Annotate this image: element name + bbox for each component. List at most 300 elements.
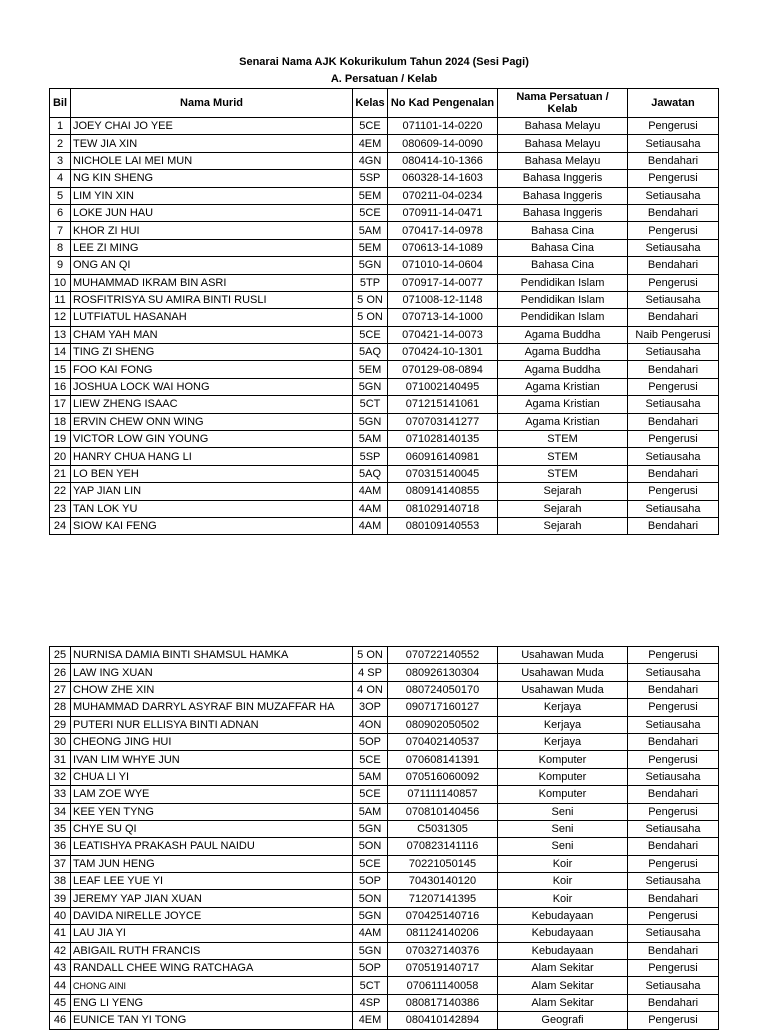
bil-cell: 8 xyxy=(50,239,71,256)
persatuan-cell: Usahawan Muda xyxy=(498,664,628,681)
nama-murid-cell: ROSFITRISYA SU AMIRA BINTI RUSLI xyxy=(71,291,353,308)
table-row xyxy=(50,751,719,768)
persatuan-cell: Seni xyxy=(498,820,628,837)
table-row xyxy=(50,977,719,994)
kelas-cell: 3OP xyxy=(353,699,388,716)
kelas-cell: 5CE xyxy=(353,786,388,803)
no-kad-cell: 080914140855 xyxy=(388,483,498,500)
kelas-cell: 5AM xyxy=(353,431,388,448)
jawatan-cell: Pengerusi xyxy=(628,855,719,872)
jawatan-cell: Pengerusi xyxy=(628,960,719,977)
kelas-cell: 4EM xyxy=(353,1012,388,1029)
bil-cell: 25 xyxy=(50,647,71,664)
nama-murid-cell: KHOR ZI HUI xyxy=(71,222,353,239)
kelas-cell: 5EM xyxy=(353,361,388,378)
bil-cell: 7 xyxy=(50,222,71,239)
table-row xyxy=(50,500,719,517)
persatuan-cell: Koir xyxy=(498,855,628,872)
persatuan-cell: Bahasa Melayu xyxy=(498,152,628,169)
nama-murid-cell: CHEONG JING HUI xyxy=(71,733,353,750)
jawatan-cell: Setiausaha xyxy=(628,768,719,785)
jawatan-cell: Pengerusi xyxy=(628,907,719,924)
nama-murid-cell: LIEW ZHENG ISAAC xyxy=(71,396,353,413)
no-kad-cell: 70221050145 xyxy=(388,855,498,872)
persatuan-cell: Kerjaya xyxy=(498,716,628,733)
nama-murid-cell: HANRY CHUA HANG LI xyxy=(71,448,353,465)
bil-cell: 10 xyxy=(50,274,71,291)
persatuan-cell: Bahasa Inggeris xyxy=(498,170,628,187)
persatuan-cell: Komputer xyxy=(498,751,628,768)
no-kad-cell: 070810140456 xyxy=(388,803,498,820)
no-kad-cell: 070129-08-0894 xyxy=(388,361,498,378)
bil-cell: 19 xyxy=(50,431,71,448)
no-kad-cell: 071215141061 xyxy=(388,396,498,413)
jawatan-cell: Naib Pengerusi xyxy=(628,326,719,343)
kelas-cell: 5 ON xyxy=(353,291,388,308)
bil-cell: 16 xyxy=(50,378,71,395)
table-row xyxy=(50,820,719,837)
no-kad-cell: 090717160127 xyxy=(388,699,498,716)
nama-murid-cell: CHAM YAH MAN xyxy=(71,326,353,343)
no-kad-cell: 070519140717 xyxy=(388,960,498,977)
table-row xyxy=(50,291,719,308)
nama-murid-cell: NG KIN SHENG xyxy=(71,170,353,187)
table-row xyxy=(50,152,719,169)
kelas-cell: 4AM xyxy=(353,925,388,942)
table-row xyxy=(50,907,719,924)
persatuan-cell: Geografi xyxy=(498,1012,628,1029)
persatuan-cell: STEM xyxy=(498,448,628,465)
persatuan-cell: Kebudayaan xyxy=(498,907,628,924)
table-row xyxy=(50,257,719,274)
jawatan-cell: Pengerusi xyxy=(628,1012,719,1029)
jawatan-cell: Pengerusi xyxy=(628,803,719,820)
jawatan-cell: Setiausaha xyxy=(628,448,719,465)
persatuan-cell: Bahasa Cina xyxy=(498,222,628,239)
document-title: Senarai Nama AJK Kokurikulum Tahun 2024 (Sesi Pagi) xyxy=(239,56,529,68)
jawatan-cell: Bendahari xyxy=(628,204,719,221)
jawatan-cell: Setiausaha xyxy=(628,820,719,837)
table-header-row xyxy=(50,89,719,118)
no-kad-cell: 070424-10-1301 xyxy=(388,344,498,361)
kelas-cell: 5OP xyxy=(353,873,388,890)
kelas-cell: 5AQ xyxy=(353,465,388,482)
nama-murid-cell: LEAF LEE YUE YI xyxy=(71,873,353,890)
jawatan-cell: Bendahari xyxy=(628,152,719,169)
table-row xyxy=(50,118,719,135)
table-row xyxy=(50,431,719,448)
bil-cell: 23 xyxy=(50,500,71,517)
jawatan-cell: Bendahari xyxy=(628,733,719,750)
table-row xyxy=(50,699,719,716)
jawatan-cell: Bendahari xyxy=(628,838,719,855)
no-kad-cell: 071002140495 xyxy=(388,378,498,395)
no-kad-cell: 071028140135 xyxy=(388,431,498,448)
bil-cell: 4 xyxy=(50,170,71,187)
kelas-cell: 5GN xyxy=(353,907,388,924)
bil-cell: 27 xyxy=(50,681,71,698)
persatuan-cell: Agama Buddha xyxy=(498,361,628,378)
kelas-cell: 5CE xyxy=(353,326,388,343)
jawatan-cell: Setiausaha xyxy=(628,344,719,361)
bil-cell: 42 xyxy=(50,942,71,959)
jawatan-cell: Setiausaha xyxy=(628,187,719,204)
no-kad-cell: 070402140537 xyxy=(388,733,498,750)
jawatan-cell: Bendahari xyxy=(628,681,719,698)
no-kad-cell: 70430140120 xyxy=(388,873,498,890)
bil-cell: 6 xyxy=(50,204,71,221)
table-row xyxy=(50,1012,719,1029)
bil-cell: 30 xyxy=(50,733,71,750)
header-nama-murid: Nama Murid xyxy=(71,89,353,118)
table-row xyxy=(50,413,719,430)
nama-murid-cell: LUTFIATUL HASANAH xyxy=(71,309,353,326)
kelas-cell: 5SP xyxy=(353,448,388,465)
persatuan-cell: Pendidikan Islam xyxy=(498,274,628,291)
no-kad-cell: 070421-14-0073 xyxy=(388,326,498,343)
persatuan-cell: Komputer xyxy=(498,768,628,785)
kelas-cell: 5AM xyxy=(353,222,388,239)
jawatan-cell: Bendahari xyxy=(628,257,719,274)
bil-cell: 24 xyxy=(50,517,71,534)
jawatan-cell: Pengerusi xyxy=(628,751,719,768)
jawatan-cell: Setiausaha xyxy=(628,925,719,942)
nama-murid-cell: RANDALL CHEE WING RATCHAGA xyxy=(71,960,353,977)
jawatan-cell: Setiausaha xyxy=(628,873,719,890)
jawatan-cell: Setiausaha xyxy=(628,396,719,413)
no-kad-cell: 070823141116 xyxy=(388,838,498,855)
jawatan-cell: Pengerusi xyxy=(628,170,719,187)
table-row xyxy=(50,838,719,855)
no-kad-cell: 081124140206 xyxy=(388,925,498,942)
persatuan-cell: Seni xyxy=(498,803,628,820)
bil-cell: 29 xyxy=(50,716,71,733)
nama-murid-cell: CHUA LI YI xyxy=(71,768,353,785)
no-kad-cell: 070713-14-1000 xyxy=(388,309,498,326)
table-row xyxy=(50,647,719,664)
kelas-cell: 5CT xyxy=(353,396,388,413)
no-kad-cell: 070917-14-0077 xyxy=(388,274,498,291)
persatuan-cell: Usahawan Muda xyxy=(498,681,628,698)
header-kelas: Kelas xyxy=(353,89,388,118)
no-kad-cell: 070211-04-0234 xyxy=(388,187,498,204)
kelas-cell: 5AQ xyxy=(353,344,388,361)
persatuan-cell: Bahasa Melayu xyxy=(498,118,628,135)
persatuan-cell: Alam Sekitar xyxy=(498,977,628,994)
persatuan-cell: Kebudayaan xyxy=(498,925,628,942)
table-row xyxy=(50,170,719,187)
kelas-cell: 4AM xyxy=(353,517,388,534)
jawatan-cell: Setiausaha xyxy=(628,977,719,994)
nama-murid-cell: PUTERI NUR ELLISYA BINTI ADNAN xyxy=(71,716,353,733)
jawatan-cell: Bendahari xyxy=(628,517,719,534)
table-row xyxy=(50,994,719,1011)
kelas-cell: 5CE xyxy=(353,118,388,135)
bil-cell: 21 xyxy=(50,465,71,482)
nama-murid-cell: LAW ING XUAN xyxy=(71,664,353,681)
kelas-cell: 5GN xyxy=(353,942,388,959)
nama-murid-cell: LEATISHYA PRAKASH PAUL NAIDU xyxy=(71,838,353,855)
jawatan-cell: Pengerusi xyxy=(628,647,719,664)
table-row xyxy=(50,483,719,500)
no-kad-cell: 070417-14-0978 xyxy=(388,222,498,239)
jawatan-cell: Bendahari xyxy=(628,309,719,326)
jawatan-cell: Pengerusi xyxy=(628,222,719,239)
nama-murid-cell: NURNISA DAMIA BINTI SHAMSUL HAMKA xyxy=(71,647,353,664)
no-kad-cell: 071008-12-1148 xyxy=(388,291,498,308)
table-row xyxy=(50,274,719,291)
header-jawatan: Jawatan xyxy=(628,89,719,118)
jawatan-cell: Pengerusi xyxy=(628,378,719,395)
jawatan-cell: Setiausaha xyxy=(628,664,719,681)
nama-murid-cell: YAP JIAN LIN xyxy=(71,483,353,500)
table-row xyxy=(50,733,719,750)
bil-cell: 5 xyxy=(50,187,71,204)
kelas-cell: 5CE xyxy=(353,855,388,872)
no-kad-cell: 081029140718 xyxy=(388,500,498,517)
table-row xyxy=(50,239,719,256)
persatuan-cell: Pendidikan Islam xyxy=(498,309,628,326)
jawatan-cell: Bendahari xyxy=(628,942,719,959)
header-persatuan: Nama Persatuan / Kelab xyxy=(498,89,628,118)
no-kad-cell: 080902050502 xyxy=(388,716,498,733)
nama-murid-cell: LAU JIA YI xyxy=(71,925,353,942)
nama-murid-cell: MUHAMMAD IKRAM BIN ASRI xyxy=(71,274,353,291)
no-kad-cell: 070613-14-1089 xyxy=(388,239,498,256)
persatuan-cell: Bahasa Inggeris xyxy=(498,187,628,204)
bil-cell: 2 xyxy=(50,135,71,152)
nama-murid-cell: ONG AN QI xyxy=(71,257,353,274)
bil-cell: 37 xyxy=(50,855,71,872)
table-row xyxy=(50,873,719,890)
persatuan-cell: Bahasa Inggeris xyxy=(498,204,628,221)
kelas-cell: 4SP xyxy=(353,994,388,1011)
nama-murid-cell: KEE YEN TYNG xyxy=(71,803,353,820)
jawatan-cell: Pengerusi xyxy=(628,431,719,448)
bil-cell: 46 xyxy=(50,1012,71,1029)
header-bil: Bil xyxy=(50,89,71,118)
persatuan-cell: Kerjaya xyxy=(498,733,628,750)
table-row xyxy=(50,222,719,239)
no-kad-cell: 070516060092 xyxy=(388,768,498,785)
no-kad-cell: 080724050170 xyxy=(388,681,498,698)
persatuan-cell: Agama Kristian xyxy=(498,413,628,430)
kelas-cell: 4EM xyxy=(353,135,388,152)
no-kad-cell: 070703141277 xyxy=(388,413,498,430)
bil-cell: 22 xyxy=(50,483,71,500)
no-kad-cell: 070722140552 xyxy=(388,647,498,664)
no-kad-cell: 080817140386 xyxy=(388,994,498,1011)
kelas-cell: 5GN xyxy=(353,413,388,430)
persatuan-cell: STEM xyxy=(498,465,628,482)
jawatan-cell: Pengerusi xyxy=(628,118,719,135)
bil-cell: 31 xyxy=(50,751,71,768)
table-row xyxy=(50,378,719,395)
no-kad-cell: 080926130304 xyxy=(388,664,498,681)
bil-cell: 44 xyxy=(50,977,71,994)
bil-cell: 9 xyxy=(50,257,71,274)
nama-murid-cell: CHYE SU QI xyxy=(71,820,353,837)
nama-murid-cell: LEE ZI MING xyxy=(71,239,353,256)
persatuan-cell: Seni xyxy=(498,838,628,855)
jawatan-cell: Bendahari xyxy=(628,465,719,482)
bil-cell: 33 xyxy=(50,786,71,803)
kelas-cell: 5 ON xyxy=(353,647,388,664)
nama-murid-cell: EUNICE TAN YI TONG xyxy=(71,1012,353,1029)
bil-cell: 36 xyxy=(50,838,71,855)
nama-murid-cell: SIOW KAI FENG xyxy=(71,517,353,534)
kelas-cell: 4 ON xyxy=(353,681,388,698)
kelas-cell: 5GN xyxy=(353,378,388,395)
bil-cell: 41 xyxy=(50,925,71,942)
persatuan-cell: Alam Sekitar xyxy=(498,960,628,977)
kelas-cell: 5AM xyxy=(353,803,388,820)
bil-cell: 35 xyxy=(50,820,71,837)
bil-cell: 17 xyxy=(50,396,71,413)
kelas-cell: 5EM xyxy=(353,187,388,204)
nama-murid-cell: VICTOR LOW GIN YOUNG xyxy=(71,431,353,448)
nama-murid-cell: NICHOLE LAI MEI MUN xyxy=(71,152,353,169)
table-row xyxy=(50,135,719,152)
no-kad-cell: 070911-14-0471 xyxy=(388,204,498,221)
persatuan-cell: Kebudayaan xyxy=(498,942,628,959)
nama-murid-cell: JOSHUA LOCK WAI HONG xyxy=(71,378,353,395)
kelas-cell: 5GN xyxy=(353,820,388,837)
nama-murid-cell: TING ZI SHENG xyxy=(71,344,353,361)
jawatan-cell: Bendahari xyxy=(628,994,719,1011)
table-row xyxy=(50,855,719,872)
nama-murid-cell: FOO KAI FONG xyxy=(71,361,353,378)
kelas-cell: 5ON xyxy=(353,890,388,907)
nama-murid-cell: ABIGAIL RUTH FRANCIS xyxy=(71,942,353,959)
kelas-cell: 4 SP xyxy=(353,664,388,681)
kelas-cell: 5CT xyxy=(353,977,388,994)
bil-cell: 13 xyxy=(50,326,71,343)
table-row xyxy=(50,681,719,698)
no-kad-cell: 71207141395 xyxy=(388,890,498,907)
table-row xyxy=(50,768,719,785)
nama-murid-cell: TAN LOK YU xyxy=(71,500,353,517)
nama-murid-cell: TAM JUN HENG xyxy=(71,855,353,872)
bil-cell: 14 xyxy=(50,344,71,361)
bil-cell: 20 xyxy=(50,448,71,465)
bil-cell: 1 xyxy=(50,118,71,135)
persatuan-cell: Agama Kristian xyxy=(498,378,628,395)
persatuan-cell: Agama Buddha xyxy=(498,344,628,361)
nama-murid-cell: LAM ZOE WYE xyxy=(71,786,353,803)
persatuan-cell: Sejarah xyxy=(498,500,628,517)
no-kad-cell: 070608141391 xyxy=(388,751,498,768)
kelas-cell: 4ON xyxy=(353,716,388,733)
nama-murid-cell: IVAN LIM WHYE JUN xyxy=(71,751,353,768)
table-row xyxy=(50,204,719,221)
kelas-cell: 4GN xyxy=(353,152,388,169)
kelas-cell: 5TP xyxy=(353,274,388,291)
bil-cell: 26 xyxy=(50,664,71,681)
persatuan-cell: Bahasa Cina xyxy=(498,239,628,256)
no-kad-cell: 070425140716 xyxy=(388,907,498,924)
jawatan-cell: Setiausaha xyxy=(628,716,719,733)
bil-cell: 15 xyxy=(50,361,71,378)
persatuan-cell: Bahasa Cina xyxy=(498,257,628,274)
section-title: A. Persatuan / Kelab xyxy=(330,73,438,85)
nama-murid-cell: DAVIDA NIRELLE JOYCE xyxy=(71,907,353,924)
persatuan-cell: Sejarah xyxy=(498,517,628,534)
persatuan-cell: Bahasa Melayu xyxy=(498,135,628,152)
bil-cell: 28 xyxy=(50,699,71,716)
table-row xyxy=(50,396,719,413)
nama-murid-cell: CHOW ZHE XIN xyxy=(71,681,353,698)
persatuan-cell: Koir xyxy=(498,890,628,907)
no-kad-cell: 060916140981 xyxy=(388,448,498,465)
jawatan-cell: Setiausaha xyxy=(628,239,719,256)
table-row xyxy=(50,448,719,465)
no-kad-cell: 060328-14-1603 xyxy=(388,170,498,187)
table-row xyxy=(50,517,719,534)
bil-cell: 40 xyxy=(50,907,71,924)
kelas-cell: 4AM xyxy=(353,500,388,517)
nama-murid-cell: LO BEN YEH xyxy=(71,465,353,482)
kelas-cell: 5CE xyxy=(353,204,388,221)
persatuan-cell: Agama Kristian xyxy=(498,396,628,413)
table-row xyxy=(50,786,719,803)
nama-murid-cell: ERVIN CHEW ONN WING xyxy=(71,413,353,430)
no-kad-cell: 071010-14-0604 xyxy=(388,257,498,274)
nama-murid-cell: LIM YIN XIN xyxy=(71,187,353,204)
bil-cell: 12 xyxy=(50,309,71,326)
table-row xyxy=(50,942,719,959)
persatuan-cell: Komputer xyxy=(498,786,628,803)
table-row xyxy=(50,309,719,326)
jawatan-cell: Setiausaha xyxy=(628,500,719,517)
persatuan-cell: Sejarah xyxy=(498,483,628,500)
jawatan-cell: Bendahari xyxy=(628,890,719,907)
bil-cell: 38 xyxy=(50,873,71,890)
persatuan-cell: Usahawan Muda xyxy=(498,647,628,664)
no-kad-cell: 070315140045 xyxy=(388,465,498,482)
no-kad-cell: 070611140058 xyxy=(388,977,498,994)
table-row xyxy=(50,344,719,361)
nama-murid-cell: JOEY CHAI JO YEE xyxy=(71,118,353,135)
kelas-cell: 5SP xyxy=(353,170,388,187)
kelas-cell: 5GN xyxy=(353,257,388,274)
table-row xyxy=(50,664,719,681)
persatuan-cell: Koir xyxy=(498,873,628,890)
table-row xyxy=(50,960,719,977)
jawatan-cell: Setiausaha xyxy=(628,291,719,308)
table-row xyxy=(50,326,719,343)
bil-cell: 3 xyxy=(50,152,71,169)
jawatan-cell: Bendahari xyxy=(628,413,719,430)
committee-table-part1 xyxy=(49,88,719,535)
jawatan-cell: Bendahari xyxy=(628,361,719,378)
no-kad-cell: 071111140857 xyxy=(388,786,498,803)
kelas-cell: 5 ON xyxy=(353,309,388,326)
nama-murid-cell: TEW JIA XIN xyxy=(71,135,353,152)
kelas-cell: 5OP xyxy=(353,960,388,977)
jawatan-cell: Pengerusi xyxy=(628,483,719,500)
no-kad-cell: 080609-14-0090 xyxy=(388,135,498,152)
no-kad-cell: 080410142894 xyxy=(388,1012,498,1029)
nama-murid-cell: CHONG AINI xyxy=(71,977,353,994)
nama-murid-cell: JEREMY YAP JIAN XUAN xyxy=(71,890,353,907)
table-row xyxy=(50,890,719,907)
kelas-cell: 5EM xyxy=(353,239,388,256)
jawatan-cell: Pengerusi xyxy=(628,699,719,716)
jawatan-cell: Bendahari xyxy=(628,786,719,803)
no-kad-cell: 080109140553 xyxy=(388,517,498,534)
persatuan-cell: Kerjaya xyxy=(498,699,628,716)
